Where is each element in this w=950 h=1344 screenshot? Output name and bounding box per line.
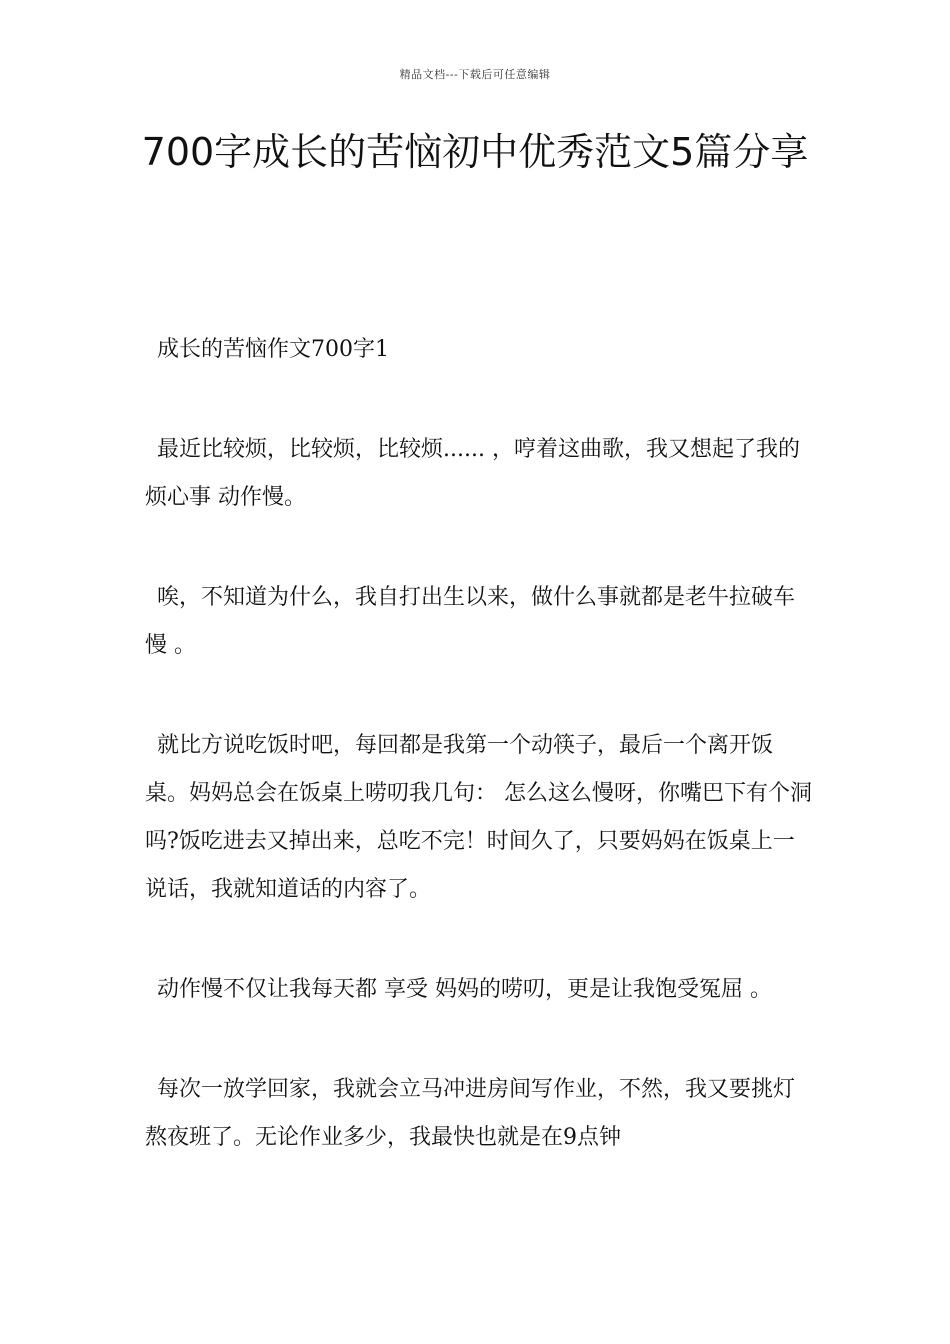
document-title: 700字成长的苦恼初中优秀范文5篇分享 bbox=[141, 130, 809, 174]
page-header-note: 精品文档---下载后可任意编辑 bbox=[399, 68, 551, 81]
paragraph-1: 最近比较烦，比较烦，比较烦...... ，哼着这曲歌，我又想起了我的烦心事 动作慢。 bbox=[145, 437, 800, 510]
document-body bbox=[145, 326, 815, 1214]
paragraph-5: 每次一放学回家，我就会立马冲进房间写作业，不然，我又要挑灯熬夜班了。无论作业多少，我最快也就是在9点钟 bbox=[145, 1077, 796, 1150]
paragraph-2: 唉，不知道为什么，我自打出生以来，做什么事就都是老牛拉破车 慢 。 bbox=[145, 585, 796, 658]
paragraph-4: 动作慢不仅让我每天都 享受 妈妈的唠叨，更是让我饱受冤屈 。 bbox=[157, 977, 772, 1002]
section-heading: 成长的苦恼作文700字1 bbox=[157, 337, 389, 362]
paragraph-3: 就比方说吃饭时吧，每回都是我第一个动筷子，最后一个离开饭桌。妈妈总会在饭桌上唠叨我几句： 怎么这么慢呀，你嘴巴下有个洞吗?饭吃进去又掉出来，总吃不完！时间久了，只要妈妈在饭桌上一说话，我就知道话的内容了。 bbox=[145, 733, 812, 902]
